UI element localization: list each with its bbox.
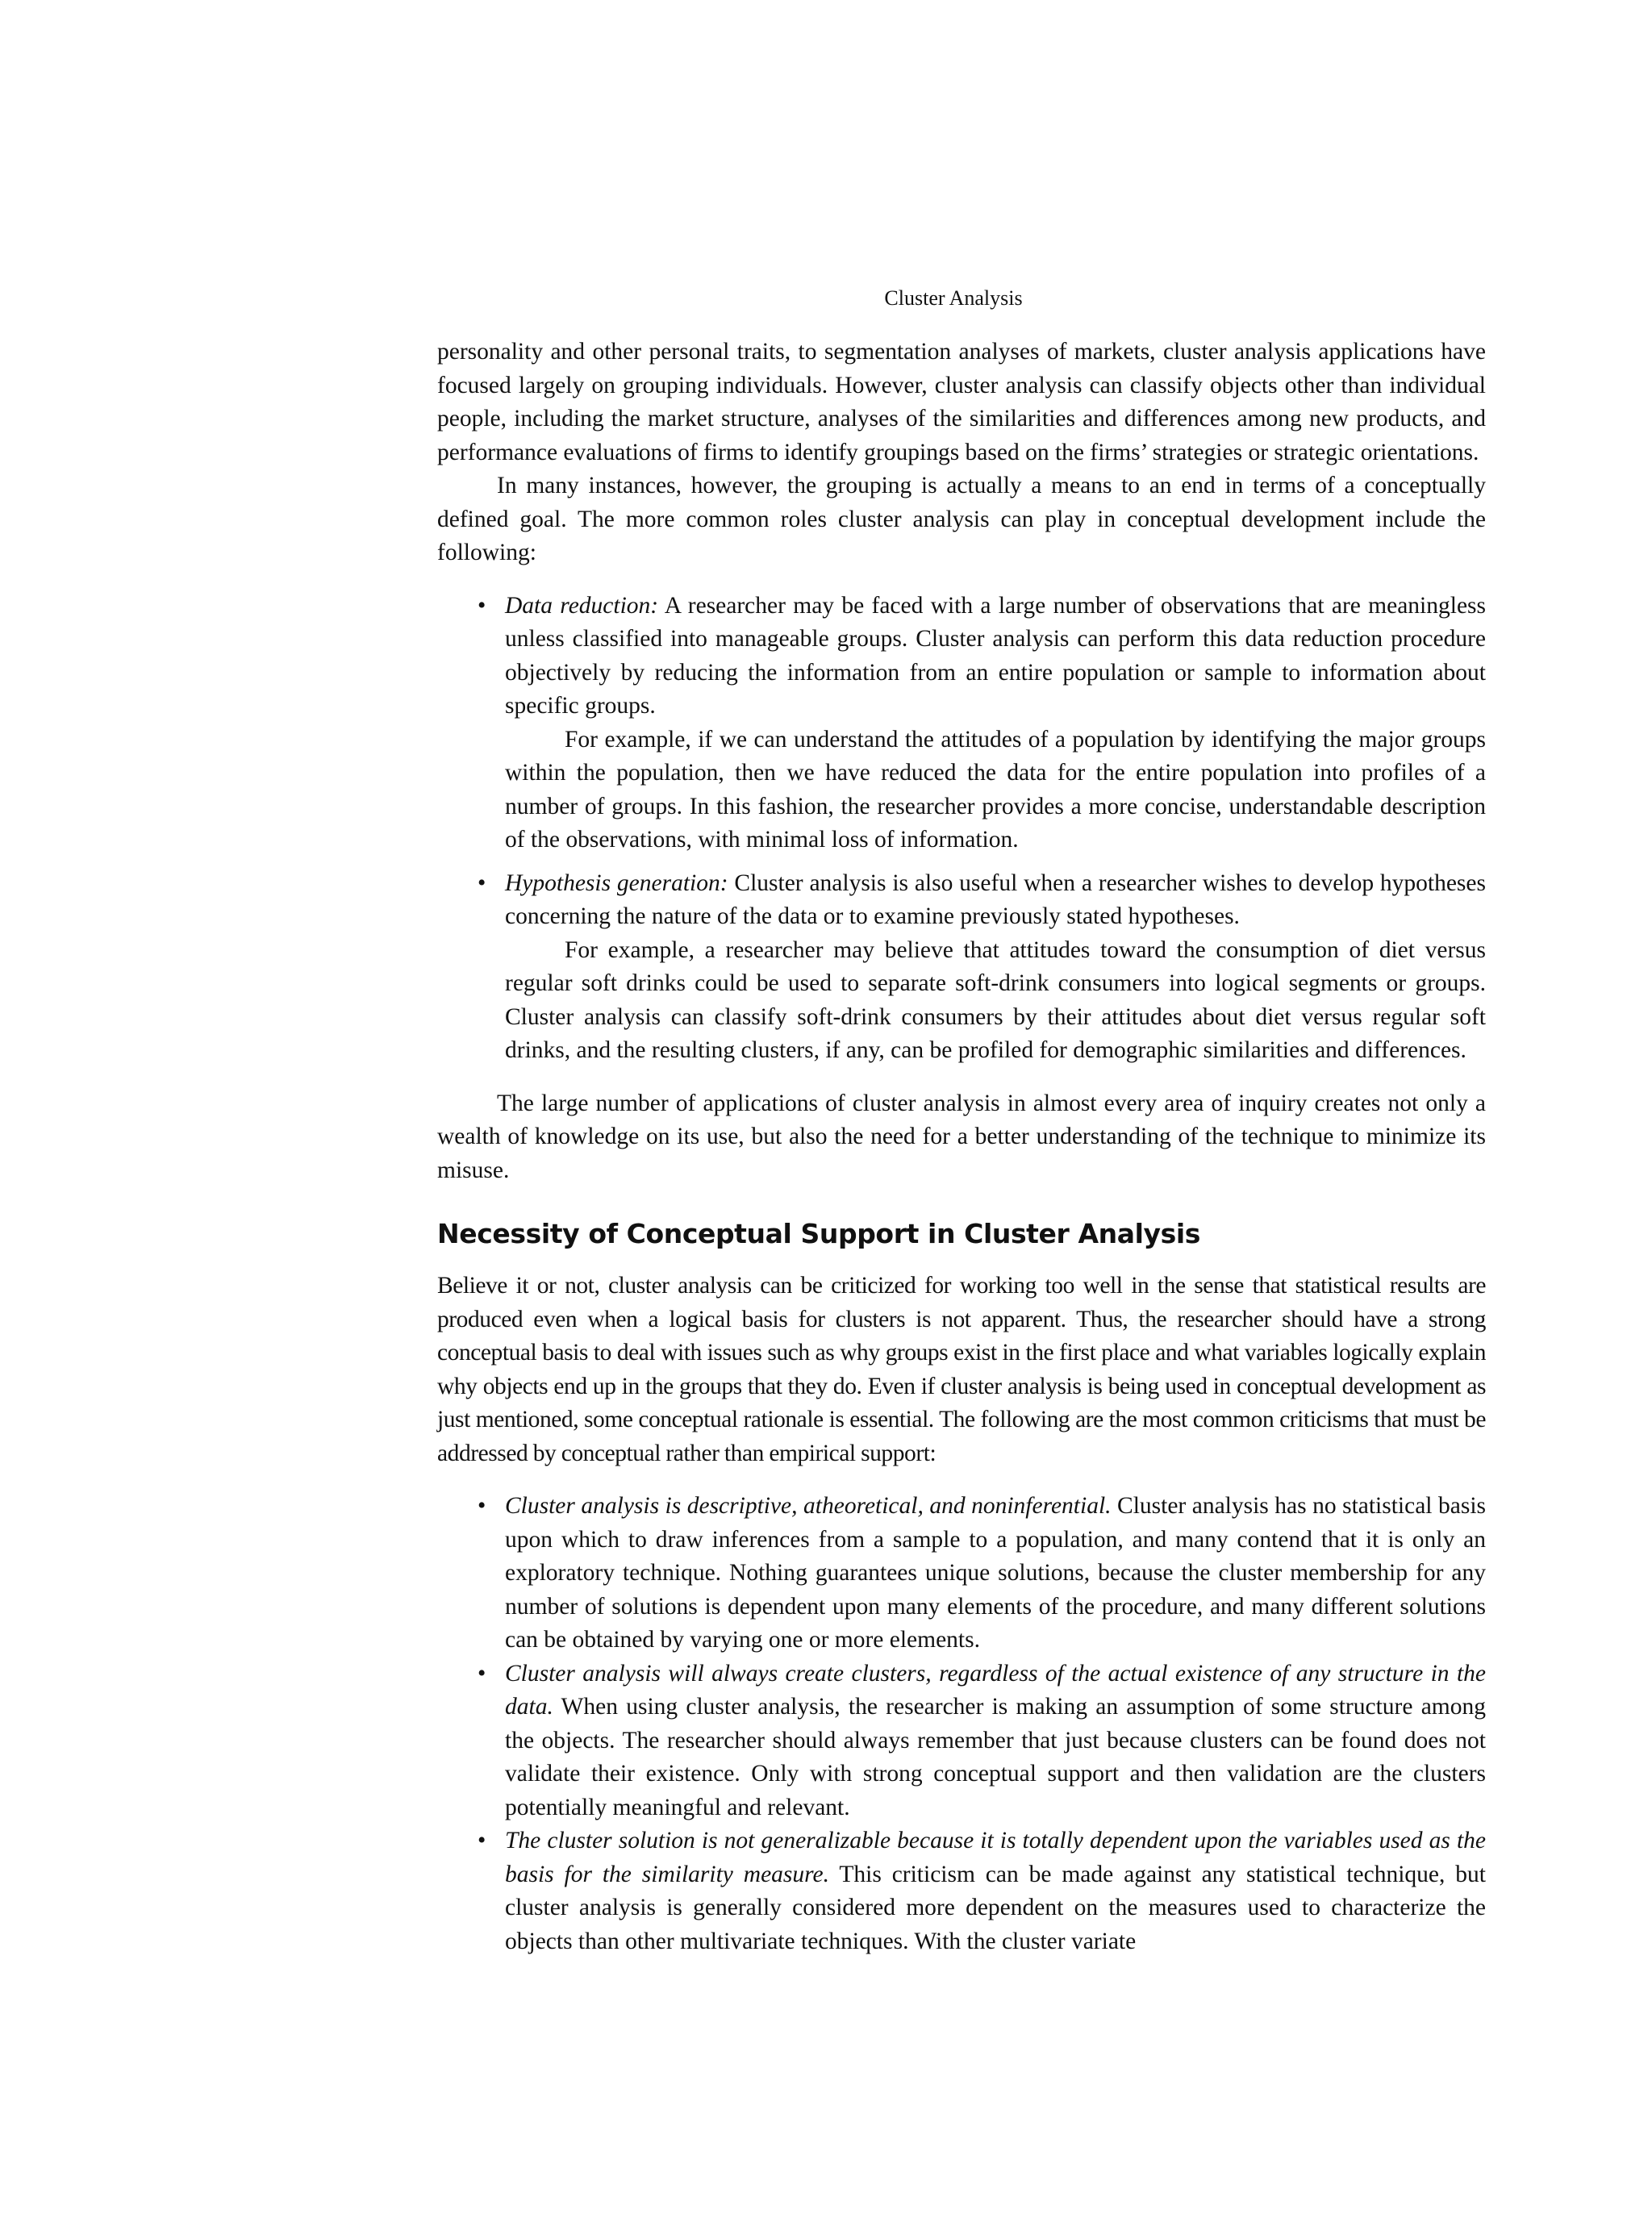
intro-paragraph: In many instances, however, the grouping is actually a means to an end in terms of a conceptually defined goal. The more common roles cluster analysis can play in conceptual development include the following: xyxy=(437,473,1486,565)
list-item-term: Hypothesis generation: xyxy=(505,869,728,896)
list-item xyxy=(505,1657,1486,1825)
list-item-term: The cluster solution is not generalizable because it is totally dependent upon the variables used as the basis for the similarity measure. xyxy=(505,1828,1486,1887)
list-item xyxy=(505,590,1486,857)
list-item-term: Cluster analysis is descriptive, atheoretical, and noninferential. xyxy=(505,1493,1112,1519)
closing-paragraph: The large number of applications of cluster analysis in almost every area of inquiry creates not only a wealth of knowledge on its use, but also the need for a better understanding of the technique to minimize its misuse. xyxy=(437,1090,1486,1183)
list-item-paragraph xyxy=(505,867,1486,934)
list-item-text: A researcher may be faced with a large number of observations that are meaningless unless classified into manageable groups. Cluster analysis can perform this data reduction procedure objectively by reducing the information from an entire population or sample to information about specific groups. xyxy=(505,592,1486,719)
list-item-continuation: For example, a researcher may believe that attitudes toward the consumption of diet versus regular soft drinks could be used to separate soft-drink consumers into logical segments or groups. Cluster analysis can classify soft-drink consumers by their attitudes about diet versus regular soft drinks, and the resulting clusters, if any, can be profiled for demographic similarities and differences. xyxy=(505,936,1486,1063)
book-page xyxy=(437,282,1486,1978)
conceptual-roles-list xyxy=(437,590,1486,1068)
list-item-text: This criticism can be made against any statistical technique, but cluster analysis is generally considered more dependent on the measures used to characterize the objects than other multivariate techniques. With the cluster variate xyxy=(505,1861,1486,1954)
list-item-text: Cluster analysis has no statistical basis upon which to draw inferences from a sample to a population, and many contend that it is only an exploratory technique. Nothing guarantees unique solutions, because the cluster membership for any number of solutions is dependent upon many elements of the procedure, and many different solutions can be obtained by varying one or more elements. xyxy=(505,1493,1487,1653)
section-paragraph: Believe it or not, cluster analysis can be criticized for working too well in the sense that statistical results are produced even when a logical basis for clusters is not apparent. Thus, the researcher should have a strong conceptual basis to deal with issues such as why groups exist in the first place and what variables logically explain why objects end up in the groups that they do. Even if cluster analysis is being used in conceptual development as just mentioned, some conceptual rationale is essential. The following are the most common criticisms that must be addressed by conceptual rather than empirical support: xyxy=(437,1273,1486,1466)
list-item-term: Data reduction: xyxy=(505,592,659,619)
list-item xyxy=(505,1490,1486,1657)
list-item-paragraph xyxy=(505,1657,1486,1825)
section-heading: Necessity of Conceptual Support in Cluster Analysis xyxy=(437,1218,1201,1249)
list-item-continuation: For example, if we can understand the attitudes of a population by identifying the major groups within the population, then we have reduced the data for the entire population into profiles of a number of groups. In this fashion, the researcher provides a more concise, understandable description of the observations, with minimal loss of information. xyxy=(505,726,1486,853)
list-item-paragraph xyxy=(505,590,1486,723)
list-item xyxy=(505,867,1486,1068)
intro-paragraph: personality and other personal traits, to segmentation analyses of markets, cluster analysis applications have focused largely on grouping individuals. However, cluster analysis can classify objects other than individual people, including the market structure, analyses of the similarities and differences among new products, and performance evaluations of firms to identify groupings based on the firms’ strategies or strategic orientations. xyxy=(437,339,1486,465)
running-head: Cluster Analysis xyxy=(884,286,1023,310)
list-item-paragraph xyxy=(505,1824,1486,1958)
list-item-paragraph xyxy=(505,1490,1486,1657)
list-item-text: When using cluster analysis, the researcher is making an assumption of some structure among the objects. The researcher should always remember that just because clusters can be found does not validate their existence. Only with strong conceptual support and then validation are the clusters potentially meaningful and relevant. xyxy=(505,1694,1486,1820)
list-item xyxy=(505,1824,1486,1958)
list-item-term: Cluster analysis will always create clusters, regardless of the actual existence of any structure in the data. xyxy=(505,1660,1486,1720)
list-item-text: Cluster analysis is also useful when a researcher wishes to develop hypotheses concerning the nature of the data or to examine previously stated hypotheses. xyxy=(505,869,1486,929)
criticisms-list xyxy=(437,1490,1486,1958)
